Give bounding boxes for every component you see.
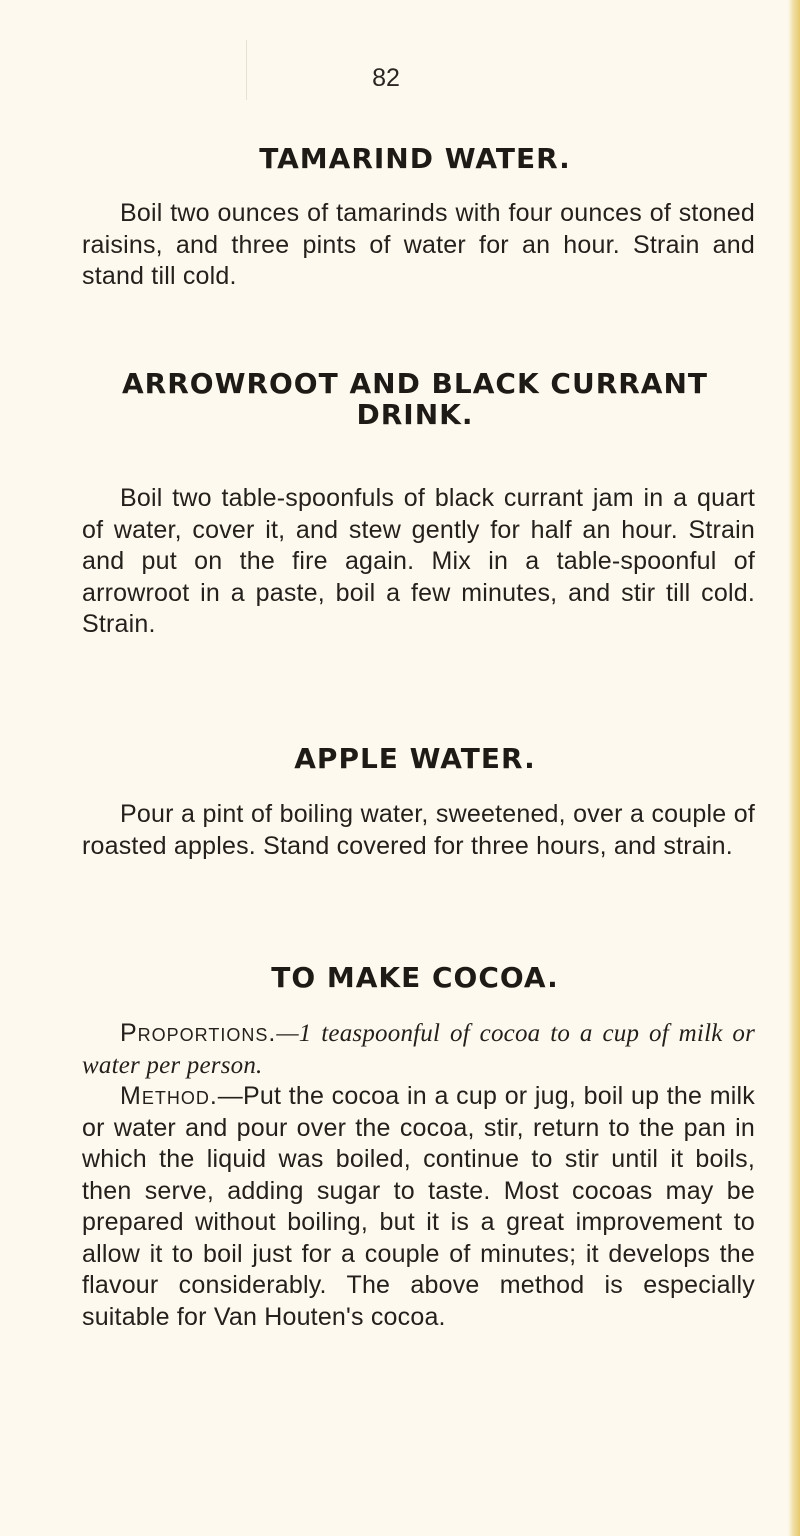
gutter-mark xyxy=(246,40,247,100)
section-title-tamarind-water: TAMARIND WATER. xyxy=(259,142,571,175)
section-body-tamarind-water: Boil two ounces of tamarinds with four ounces of stoned raisins, and three pints of water for an hour. Strain and stand till cold. xyxy=(82,199,755,290)
page-edge xyxy=(788,0,800,1536)
section-body-arrowroot-drink: Boil two table-spoonfuls of black currant jam in a quart of water, cover it, and stew gently for half an hour. Strain and put on the fire again. Mix in a table-spoonful of arrowroot in a paste, boil a few minutes, and stir till cold. Strain. xyxy=(82,484,755,638)
cocoa-method xyxy=(82,1081,755,1333)
section-title-arrowroot-drink: ARROWROOT AND BLACK CURRANT DRINK. xyxy=(121,367,709,431)
method-label: Method. xyxy=(120,1082,218,1110)
proportions-label: Proportions. xyxy=(120,1019,277,1047)
section-body-apple-water: Pour a pint of boiling water, sweetened, over a couple of roasted apples. Stand covered for three hours, and strain. xyxy=(82,800,755,860)
page-number: 82 xyxy=(372,64,400,92)
section-title-apple-water: APPLE WATER. xyxy=(294,742,536,775)
cocoa-proportions xyxy=(82,1018,755,1081)
method-text: —Put the cocoa in a cup or jug, boil up the milk or water and pour over the cocoa, stir, return to the pan in which the liquid was boiled, continue to stir until it boils, then serve, adding sugar to taste. Most cocoas may be prepared without boiling, but it is a great improvement to allow it to boil just for a couple of minutes; it develops the flavour considerably. The above method is especially suitable for Van Houten's cocoa. xyxy=(82,1082,755,1331)
proportions-text: —1 teaspoonful of cocoa to a cup of milk or water per person. xyxy=(82,1020,755,1079)
section-title-cocoa: TO MAKE COCOA. xyxy=(271,961,559,994)
